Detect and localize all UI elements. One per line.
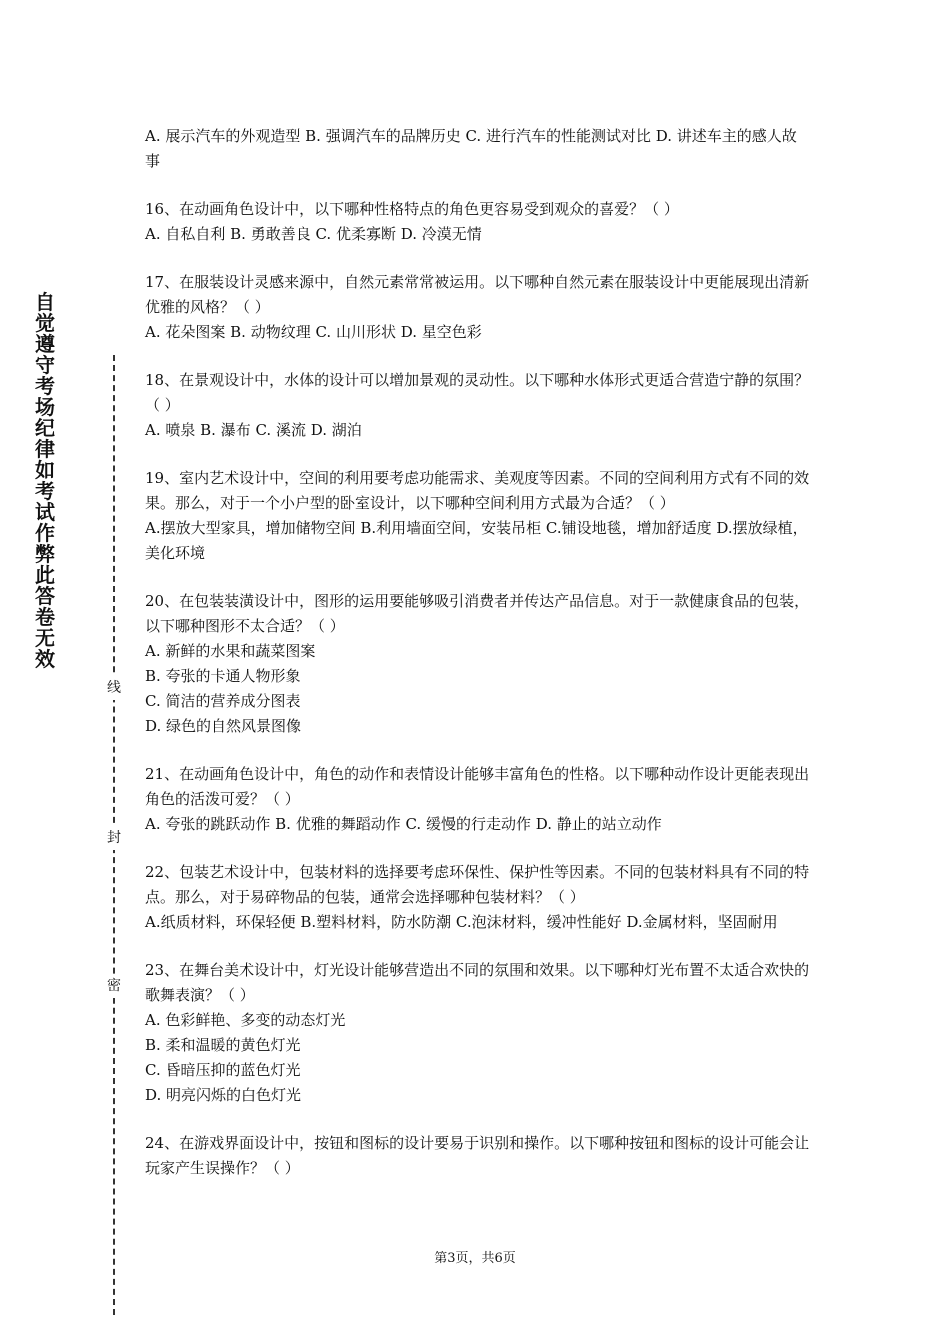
question-block bbox=[145, 860, 810, 935]
question-options: A.摆放大型家具，增加储物空间 B.利用墙面空间，安装吊柜 C.铺设地毯，增加舒适度 D.摆放绿植，美化环境 bbox=[145, 519, 808, 562]
question-options: A. 新鲜的水果和蔬菜图案 bbox=[145, 642, 316, 660]
exam-discipline-warning: 自觉遵守考场纪律如考试作弊此答卷无效 bbox=[35, 290, 55, 671]
question-block bbox=[145, 466, 810, 566]
question-options: C. 简洁的营养成分图表 bbox=[145, 692, 301, 710]
question-block bbox=[145, 1131, 810, 1181]
question-options: D. 绿色的自然风景图像 bbox=[145, 717, 302, 735]
question-block bbox=[145, 958, 810, 1108]
question-options: A. 喷泉 B. 瀑布 C. 溪流 D. 湖泊 bbox=[145, 421, 362, 439]
question-options: A. 花朵图案 B. 动物纹理 C. 山川形状 D. 星空色彩 bbox=[145, 323, 482, 341]
question-options: A. 色彩鲜艳、多变的动态灯光 bbox=[145, 1011, 346, 1029]
question-block bbox=[145, 762, 810, 837]
question-block bbox=[145, 197, 810, 247]
question-options: A. 展示汽车的外观造型 B. 强调汽车的品牌历史 C. 进行汽车的性能测试对比 D. 讲述车主的感人故事 bbox=[145, 127, 797, 170]
question-options: B. 夸张的卡通人物形象 bbox=[145, 667, 301, 685]
question-block bbox=[145, 124, 810, 174]
question-stem: 21、在动画角色设计中，角色的动作和表情设计能够丰富角色的性格。以下哪种动作设计更能表现出角色的活泼可爱？（ ） bbox=[145, 765, 810, 808]
question-list bbox=[145, 124, 810, 1204]
question-stem: 24、在游戏界面设计中，按钮和图标的设计要易于识别和操作。以下哪种按钮和图标的设计可能会让玩家产生误操作？（ ） bbox=[145, 1134, 810, 1177]
question-block bbox=[145, 368, 810, 443]
question-options: D. 明亮闪烁的白色灯光 bbox=[145, 1086, 302, 1104]
question-options: A.纸质材料，环保轻便 B.塑料材料，防水防潮 C.泡沫材料，缓冲性能好 D.金属材料，坚固耐用 bbox=[145, 913, 778, 931]
question-stem: 17、在服装设计灵感来源中，自然元素常常被运用。以下哪种自然元素在服装设计中更能展现出清新优雅的风格？（ ） bbox=[145, 273, 810, 316]
question-stem: 16、在动画角色设计中，以下哪种性格特点的角色更容易受到观众的喜爱？（ ） bbox=[145, 200, 679, 218]
question-stem: 23、在舞台美术设计中，灯光设计能够营造出不同的氛围和效果。以下哪种灯光布置不太适合欢快的歌舞表演？（ ） bbox=[145, 961, 810, 1004]
question-options: C. 昏暗压抑的蓝色灯光 bbox=[145, 1061, 301, 1079]
question-options: A. 自私自利 B. 勇敢善良 C. 优柔寡断 D. 冷漠无情 bbox=[145, 225, 482, 243]
seal-mark-secret: 密 bbox=[104, 974, 124, 998]
question-stem: 20、在包装装潢设计中，图形的运用要能够吸引消费者并传达产品信息。对于一款健康食品的包装，以下哪种图形不太合适？（ ） bbox=[145, 592, 810, 635]
question-block bbox=[145, 589, 810, 739]
question-options: B. 柔和温暖的黄色灯光 bbox=[145, 1036, 301, 1054]
question-block bbox=[145, 270, 810, 345]
question-stem: 19、室内艺术设计中，空间的利用要考虑功能需求、美观度等因素。不同的空间利用方式有不同的效果。那么，对于一个小户型的卧室设计，以下哪种空间利用方式最为合适？（ ） bbox=[145, 469, 810, 512]
seal-mark-line: 线 bbox=[104, 676, 124, 700]
question-stem: 18、在景观设计中，水体的设计可以增加景观的灵动性。以下哪种水体形式更适合营造宁静的氛围？（ ） bbox=[145, 371, 810, 414]
question-stem: 22、包装艺术设计中，包装材料的选择要考虑环保性、保护性等因素。不同的包装材料具有不同的特点。那么，对于易碎物品的包装，通常会选择哪种包装材料？（ ） bbox=[145, 863, 810, 906]
seal-mark-seal: 封 bbox=[104, 826, 124, 850]
question-options: A. 夸张的跳跃动作 B. 优雅的舞蹈动作 C. 缓慢的行走动作 D. 静止的站立动作 bbox=[145, 815, 662, 833]
page-number: 第3页，共6页 bbox=[434, 1251, 516, 1266]
